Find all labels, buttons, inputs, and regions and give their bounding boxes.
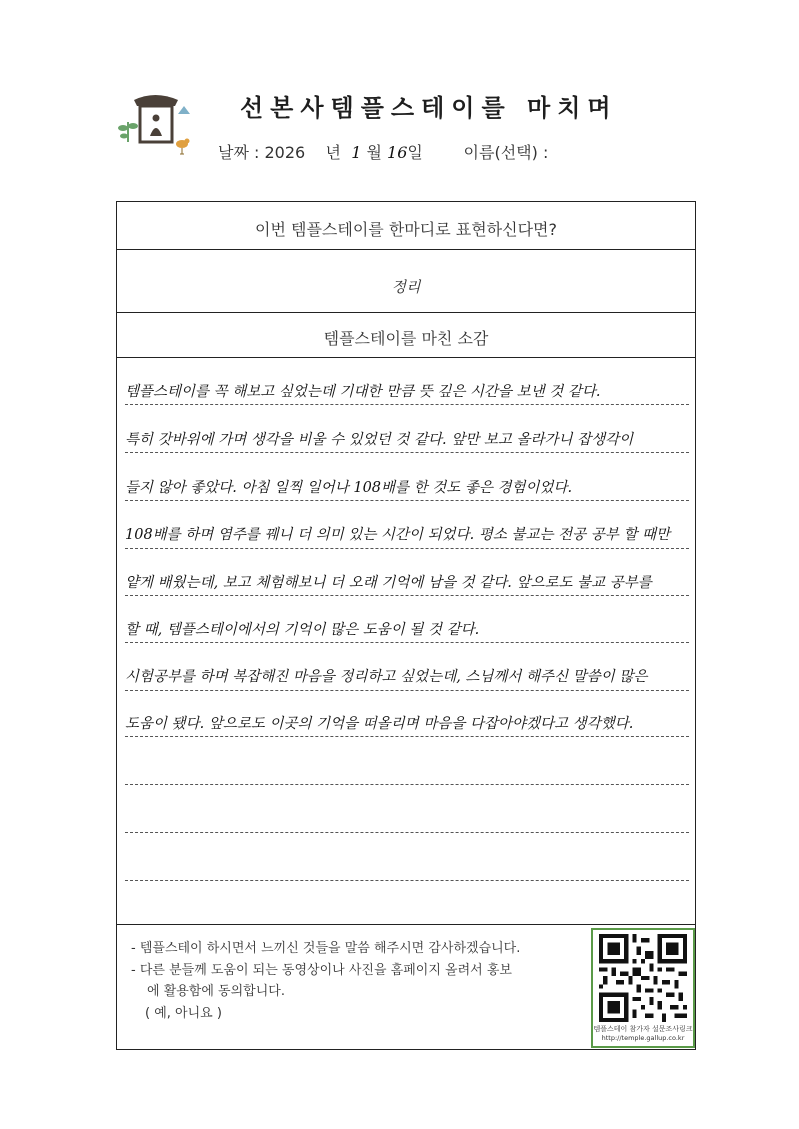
impression-line: 얕게 배웠는데, 보고 체험해보니 더 오래 기억에 남을 것 같다. 앞으로도 불교 공부를 [125, 575, 652, 591]
impression-line: 특히 갓바위에 가며 생각을 비울 수 있었던 것 같다. 앞만 보고 올라가니 잡생각이 [125, 432, 634, 448]
impression-line: 시험공부를 하며 복잡해진 마음을 정리하고 싶었는데, 스님께서 해주신 말씀이 많은 [125, 669, 648, 685]
footer-note: 에 활용함에 동의합니다. [147, 984, 285, 999]
date-month: 1 [351, 143, 362, 162]
qr-url[interactable]: http://temple.gallup.co.kr [601, 1034, 685, 1042]
dashed-rule [125, 642, 689, 643]
divider [117, 924, 695, 925]
day-unit: 일 [407, 143, 423, 162]
dashed-rule [125, 595, 689, 596]
footer-note: - 템플스테이 하시면서 느끼신 것들을 말씀 해주시면 감사하겠습니다. [131, 941, 521, 956]
footer-notes [131, 938, 520, 1024]
qr-caption: 템플스테이 참가자 설문조사링크 [593, 1025, 693, 1033]
impression-line: 들지 않아 좋았다. 아침 일찍 일어나 108배를 한 것도 좋은 경험이었다. [125, 480, 573, 496]
dashed-rule [125, 452, 689, 453]
question-heading: 이번 템플스테이를 한마디로 표현하신다면? [255, 220, 557, 239]
feedback-form [116, 201, 696, 1050]
month-unit: 월 [366, 143, 382, 162]
footer-note: - 다른 분들께 도움이 되는 동영상이나 사진을 홈페이지 올려서 홍보 [131, 962, 512, 978]
dashed-rule [125, 832, 689, 833]
year-unit: 년 [325, 143, 342, 162]
impression-line: 템플스테이를 꼭 해보고 싶었는데 기대한 만큼 뜻 깊은 시간을 보낸 것 같다. [125, 384, 601, 400]
divider [117, 357, 695, 358]
consent-options[interactable]: ( 예, 아니요 ) [145, 1005, 222, 1021]
dashed-rule [125, 500, 689, 501]
dashed-rule [125, 690, 689, 691]
page-title: 선본사템플스테이를 마치며 [240, 94, 618, 122]
impressions-heading: 템플스테이를 마친 소감 [323, 329, 489, 348]
impression-line: 도움이 됐다. 앞으로도 이곳의 기억을 떠올리며 마음을 다잡아야겠다고 생각했다. [125, 716, 634, 732]
dashed-rule [125, 880, 689, 881]
qr-code-icon [599, 934, 687, 1022]
impression-line: 108배를 하며 염주를 꿰니 더 의미 있는 시간이 되었다. 평소 불교는 전공 공부 할 때만 [125, 527, 671, 543]
divider [117, 249, 695, 250]
impression-line: 할 때, 템플스테이에서의 기억이 많은 도움이 될 것 같다. [125, 622, 480, 638]
dashed-rule [125, 736, 689, 737]
temple-logo-icon [112, 92, 200, 162]
dashed-rule [125, 548, 689, 549]
dashed-rule [125, 784, 689, 785]
date-year: 2026 [264, 143, 306, 162]
dashed-rule [125, 404, 689, 405]
name-label: 이름(선택) : [463, 143, 549, 162]
divider [117, 312, 695, 313]
one-word-answer: 정리 [391, 278, 421, 296]
date-row [218, 140, 548, 163]
date-day: 16 [387, 143, 408, 162]
date-label: 날짜 : [218, 143, 260, 162]
qr-code-panel[interactable] [591, 928, 695, 1048]
